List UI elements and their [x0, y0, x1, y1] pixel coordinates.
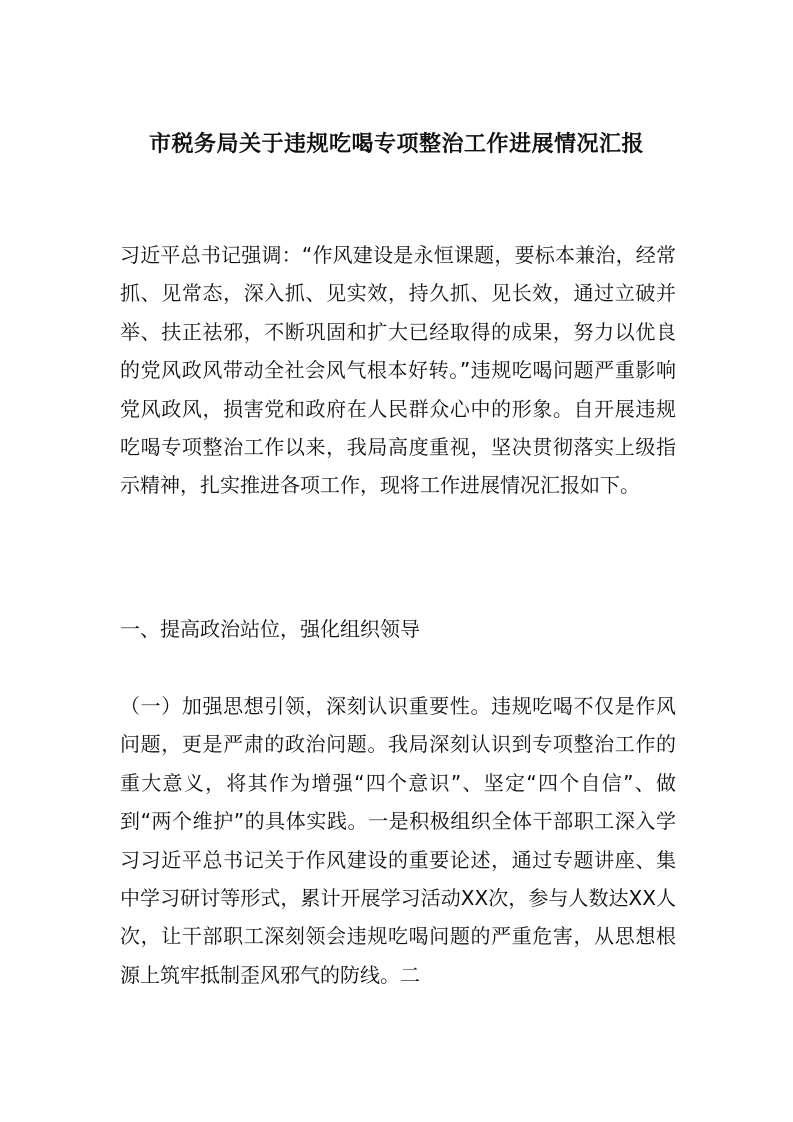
intro-paragraph: 习近平总书记强调：“作风建设是永恒课题，要标本兼治，经常抓、见常态，深入抓、见实效，持久抓、见长效，通过立破并举、扶正祛邪，不断巩固和扩大已经取得的成果，努力以优良的党风政风带动全社会风气根本好转。”违规吃喝问题严重影响党风政风，损害党和政府在人民群众心中的形象。自开展违规吃喝专项整治工作以来，我局高度重视，坚决贯彻落实上级指示精神，扎实推进各项工作，现将工作进展情况汇报如下。: [120, 243, 676, 498]
section-heading-1: 一、提高政治站位，强化组织领导: [120, 617, 420, 641]
document-title: 市税务局关于违规吃喝专项整治工作进展情况汇报: [148, 131, 644, 157]
section-1-paragraph-1: （一）加强思想引领，深刻认识重要性。违规吃喝不仅是作风问题，更是严肃的政治问题。我局深刻认识到专项整治工作的重大意义，将其作为增强“四个意识”、坚定“四个自信”、做到“两个维护”的具体实践。一是积极组织全体干部职工深入学习习近平总书记关于作风建设的重要论述，通过专题讲座、集中学习研讨等形式，累计开展学习活动XX次，参与人数达XX人次，让干部职工深刻领会违规吃喝问题的严重危害，从思想根源上筑牢抵制歪风邪气的防线。二: [120, 694, 676, 987]
